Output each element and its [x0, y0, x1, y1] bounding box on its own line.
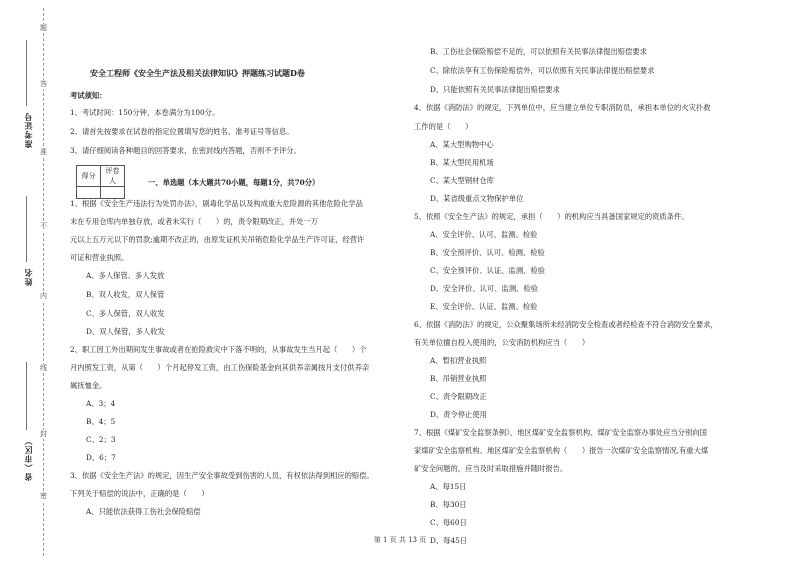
question-line: 未在专用仓库内单独存放，或者未实行（ ）的，责令限期改正，并处一万	[70, 217, 319, 226]
seal-char: 不	[40, 222, 47, 230]
question-line: 4、依据《消防法》的规定，下列单位中，应当建立单位专职消防员，承担本单位的火灾扑救	[414, 103, 711, 112]
page-footer: 第 1 页 共 13 页	[373, 536, 427, 544]
notice-item: 3、请仔细阅读各种题目的回答要求，在密封线内答题，否则不予评分。	[70, 146, 301, 155]
seal-char: 封	[40, 430, 47, 438]
question-line: 矿安全问题的，应当及时采取措施并随时报告。	[414, 464, 568, 473]
answer-option: A、3；4	[86, 399, 116, 408]
notice-heading: 考试须知：	[70, 91, 107, 100]
answer-option: B、工伤社会保险赔偿不足的，可以依照有关民事法律提出赔偿要求	[430, 47, 647, 56]
seal-char: 内	[40, 292, 47, 300]
field-line-province	[26, 362, 27, 430]
field-label-province: 省（市区）	[23, 436, 33, 481]
question-line: 3、依据《安全生产法》的规定，因生产安全事故受到伤害的人员，有权依法得到相应的赔偿。	[70, 471, 374, 480]
notice-item: 1、考试时间：150分钟，本卷满分为100分。	[70, 108, 220, 117]
section-heading: 一、单选题（本大题共70小题，每题1分，共70分）	[148, 178, 320, 187]
question-line: 工作的是（ ）	[414, 122, 473, 131]
grader-cell[interactable]	[101, 187, 125, 199]
answer-option: D、责令停止使用	[430, 410, 487, 419]
question-line: 月内照发工资，从第（ ）个月起停发工资，由工伤保险基金向其供养亲属按月支付供养亲	[70, 363, 370, 372]
question-line: 5、依照《安全生产法》的规定，承担（ ）的机构应当具备国家规定的资质条件。	[414, 212, 689, 221]
question-line: 2、职工因工外出期间发生事故或者在抢险救灾中下落不明的，从事故发生当月起（ ）个	[70, 345, 367, 354]
answer-option: A、多人保管、多人发放	[86, 271, 165, 280]
answer-option: C、责令限期改正	[430, 392, 487, 401]
seal-char: 答	[40, 80, 47, 88]
answer-option: C、多人保管，双人收发	[86, 309, 165, 318]
question-line: 7、根据《煤矿安全监察条例》，地区煤矿安全监察机构、煤矿安全监察办事处应当分别向国	[414, 428, 707, 437]
score-cell[interactable]	[77, 187, 101, 199]
score-table	[76, 165, 125, 199]
score-header: 得分	[77, 166, 101, 187]
answer-option: C、除依法享有工伤保险赔偿外，可以依照有关民事法律提出赔偿要求	[430, 66, 655, 75]
answer-option: D、每45日	[430, 536, 468, 545]
binding-margin	[0, 0, 60, 565]
answer-option: B、某大型民用机场	[430, 158, 494, 167]
answer-option: C、每60日	[430, 518, 467, 527]
question-line: 属抚恤金。	[70, 381, 107, 390]
seal-char: 题	[40, 24, 47, 32]
question-line: 元以上五万元以下的罚款;逾期不改正的，由原发证机关吊销危险化学品生产许可证，经营许	[70, 235, 365, 244]
answer-option: C、某大型钢材仓库	[430, 176, 494, 185]
seal-char: 密	[40, 492, 47, 500]
field-label-name: 姓名	[23, 268, 33, 286]
grader-header: 评卷人	[101, 166, 125, 187]
answer-option: A、每15日	[430, 482, 467, 491]
answer-option: C、2；3	[86, 435, 116, 444]
field-line-name	[26, 196, 27, 262]
answer-option: B、双人收发，双人保管	[86, 290, 165, 299]
question-line: 1、根据《安全生产违法行为处罚办法》，剧毒化学品以及构成重大危险源的其他危险化学品	[70, 199, 363, 208]
notice-item: 2、请首先按要求在试卷的指定位置填写您的姓名、准考证号等信息。	[70, 127, 294, 136]
answer-option: D、双人保管，多人收发	[86, 327, 165, 336]
answer-option: D、某省级重点文物保护单位	[430, 194, 524, 203]
answer-option: C、安全预评价、认证、监测、检验	[430, 266, 546, 275]
seal-line	[43, 8, 44, 556]
question-line: 可证和营业执照。	[70, 253, 129, 262]
question-line: 下列关于赔偿的说法中，正确的是（ ）	[70, 489, 209, 498]
answer-option: A、暂扣营业执照	[430, 356, 487, 365]
answer-option: B、安全预评价、认可、检测、检验	[430, 248, 545, 257]
question-line: 有关单位擅自投入使用的，公安消防机构应当（ ）	[414, 338, 590, 347]
field-line-exam-number	[26, 40, 27, 106]
answer-option: B、吊销营业执照	[430, 374, 487, 383]
field-label-exam-number: 准考证号	[23, 112, 33, 148]
answer-option: D、只能依照有关民事法律提出赔偿要求	[430, 85, 560, 94]
seal-char: 线	[40, 364, 47, 372]
answer-option: A、安全评价、认可、监测、检验	[430, 230, 538, 239]
seal-char: 准	[40, 148, 47, 156]
answer-option: D、6；7	[86, 453, 116, 462]
question-line: 6、依据《消防法》的规定，公众聚集场所未经消防安全检查或者经检查不符合消防安全要求，	[414, 320, 718, 329]
answer-option: D、安全评价、认可、监测、检验	[430, 284, 539, 293]
answer-option: A、某大型购物中心	[430, 140, 494, 149]
page-title: 安全工程师《安全生产法及相关法律知识》押题练习试题D卷	[90, 68, 305, 78]
answer-option: E、安全评价、认证、监测、检验	[430, 302, 538, 311]
answer-option: A、只能依法获得工伤社会保险赔偿	[86, 507, 201, 516]
answer-option: B、每30日	[430, 500, 467, 509]
answer-option: B、4；5	[86, 417, 116, 426]
question-line: 家煤矿安全监察机构、地区煤矿安全监察机构（ ）报告一次煤矿安全监察情况,有重大煤	[414, 446, 709, 455]
